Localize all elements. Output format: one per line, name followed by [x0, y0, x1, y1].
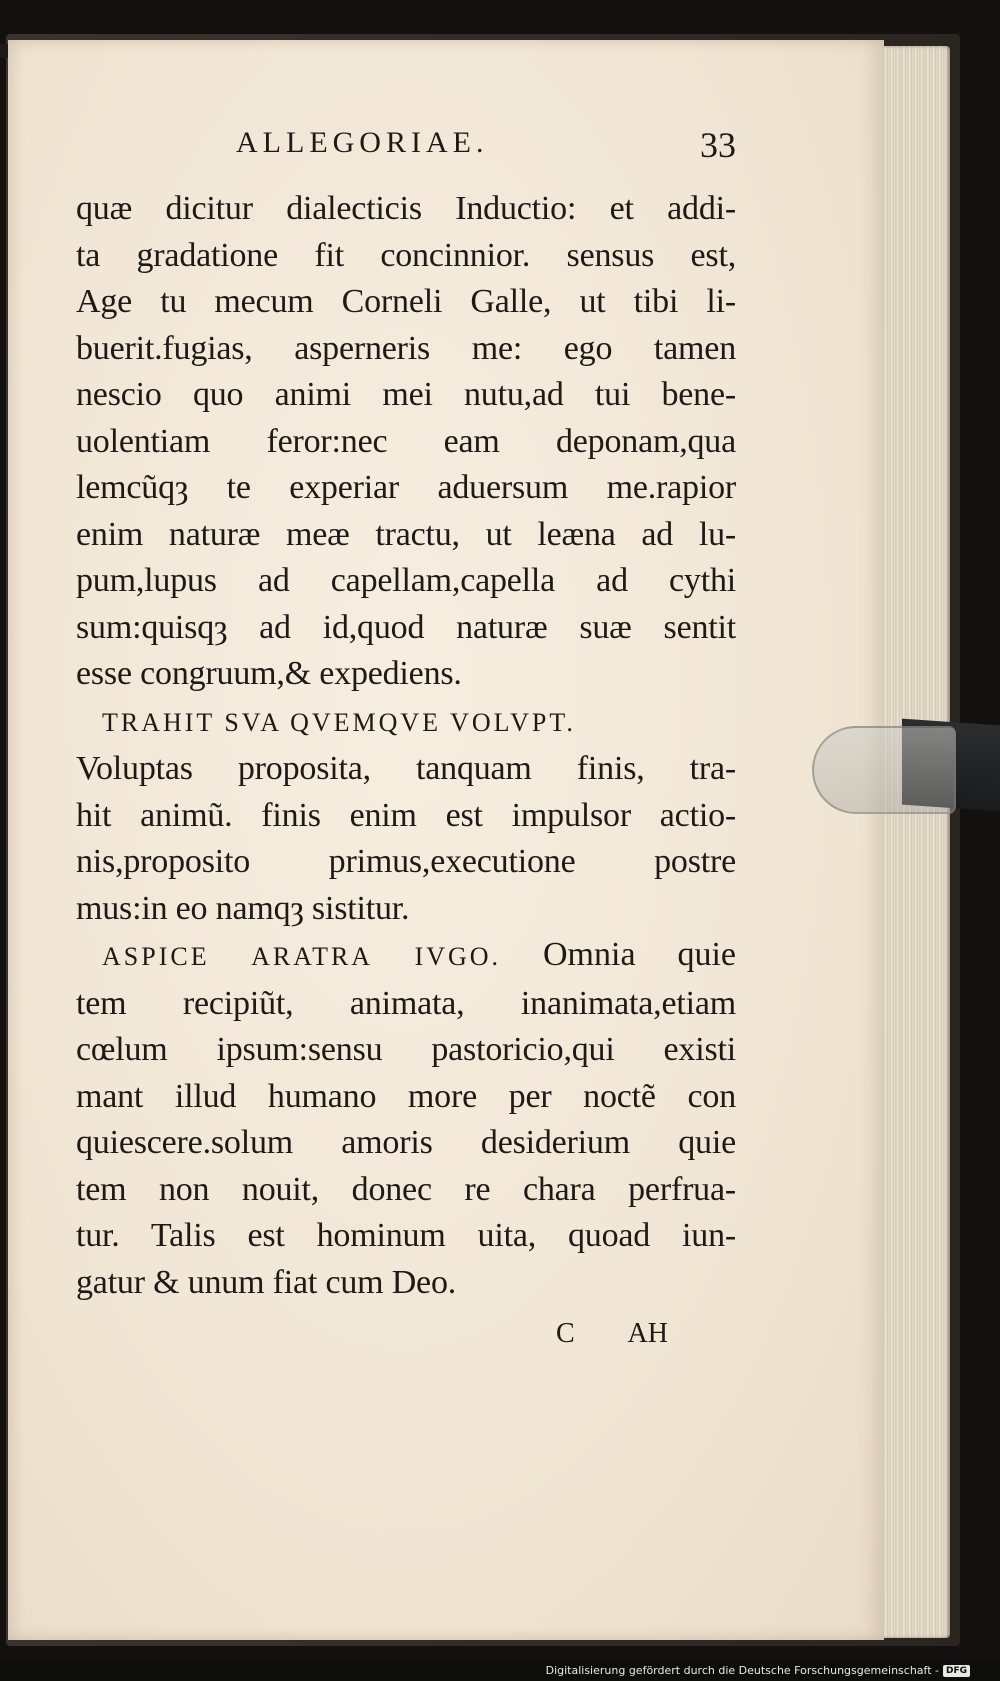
lemma-line	[76, 932, 736, 981]
text-line: esse congruum,& expediens.	[76, 655, 462, 692]
text-line: tur. Talis est hominum uita, quoad iun-	[76, 1217, 736, 1254]
running-header	[76, 122, 736, 186]
page-clip	[812, 722, 1000, 820]
lemma-heading	[76, 698, 736, 747]
text-line: cœlum ipsum:sensu pastoricio,qui existi	[76, 1031, 736, 1068]
text-line: uolentiam feror:nec eam deponam,qua	[76, 422, 736, 460]
signature-mark: C	[556, 1318, 575, 1349]
page-edges	[876, 46, 950, 1638]
paragraph-2	[76, 746, 736, 932]
text-line: tem non nouit, donec re chara perfrua-	[76, 1170, 736, 1208]
dfg-logo-icon: DFG	[943, 1665, 970, 1677]
text-line: gatur & unum fiat cum Deo.	[76, 1263, 457, 1301]
page-text	[76, 122, 736, 1364]
text-line: tem recipiũt, animata, inanimata,etiam	[76, 984, 736, 1022]
running-head: ALLEGORIAE.	[236, 126, 489, 159]
text-line: sum:quisqȝ ad id,quod naturæ suæ sentit	[76, 608, 736, 646]
lemma-text: TRAHIT SVA QVEMQVE VOLVPT.	[102, 707, 576, 737]
text-line: pum,lupus ad capellam,capella ad cythi	[76, 562, 736, 599]
text-line: nis,proposito primus,executione postre	[76, 843, 736, 880]
page-number: 33	[700, 125, 736, 165]
clip-glass	[812, 726, 956, 814]
text-line: quiescere.solum amoris desiderium quie	[76, 1124, 736, 1161]
text-line: mus:in eo namqȝ sistitur.	[76, 889, 410, 927]
page-footer	[76, 1314, 736, 1364]
text-line: nescio quo animi mei nutu,ad tui bene-	[76, 376, 736, 413]
text-line: mant illud humano more per noctẽ con	[76, 1077, 736, 1115]
text-line: lemcũqȝ te experiar aduersum me.rapior	[76, 469, 736, 506]
text-line: enim naturæ meæ tractu, ut leæna ad lu-	[76, 515, 736, 553]
text-line: Age tu mecum Corneli Galle, ut tibi li-	[76, 283, 736, 320]
text-line: quæ dicitur dialecticis Inductio: et addi-	[76, 190, 736, 227]
text-line: buerit.fugias, asperneris me: ego tamen	[76, 329, 736, 367]
lemma-continuation: Omnia quie	[543, 936, 736, 973]
catchword: AH	[627, 1318, 668, 1349]
lemma-text: ASPICE ARATRA IVGO.	[102, 942, 502, 971]
text-line: hit animũ. finis enim est impulsor actio-	[76, 796, 736, 834]
digitization-credit	[546, 1664, 970, 1677]
paragraph-1	[76, 186, 736, 698]
credit-text: Digitalisierung gefördert durch die Deutsche Forschungsgemeinschaft -	[545, 1664, 939, 1677]
text-line: Voluptas proposita, tanquam finis, tra-	[76, 750, 736, 787]
text-line: ta gradatione fit concinnior. sensus est,	[76, 236, 736, 274]
paragraph-3	[76, 981, 736, 1307]
